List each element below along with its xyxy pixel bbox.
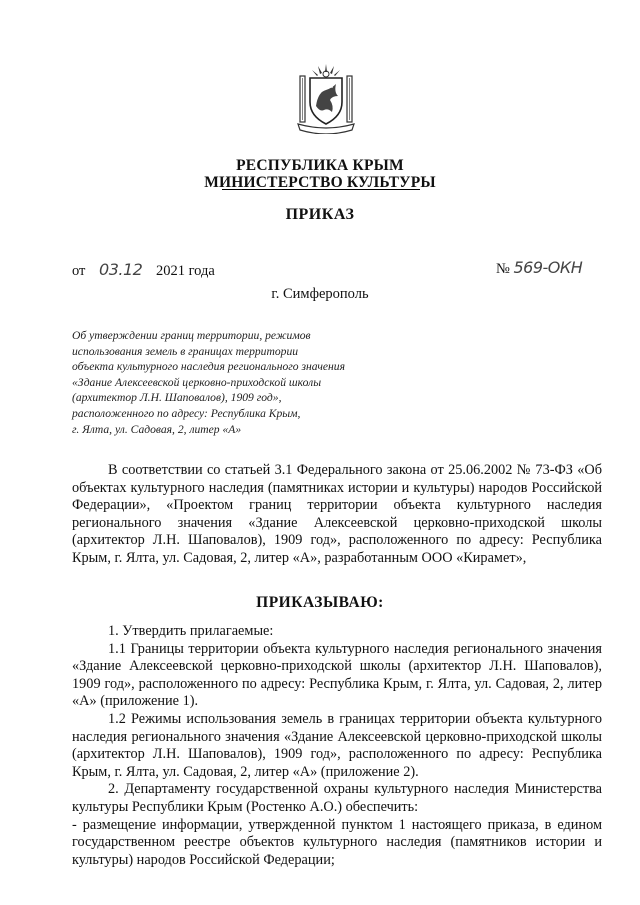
preamble-text: В соответствии со статьей 3.1 Федерального закона от 25.06.2002 № 73-ФЗ «Об объектах культурного наследия (памятниках истории и культуры) народов Российской Федерации», «Проектом границ территории объекта культурного наследия регионального значения «Здание Алексеевской церковно-приходской школы (архитектор Л.Н. Шаповалов), 1909 год», расположенного по адресу: Республика Крым, г. Ялта, ул. Садовая, 2, литер «А», разработанным ООО «Кирамет», [72,462,602,566]
subject-line: (архитектор Л.Н. Шаповалов), 1909 год», [72,391,282,405]
subject-line: использования земель в границах территории [72,344,299,358]
subject-block [72,328,402,437]
item-1-2: 1.2 Режимы использования земель в границах территории объекта культурного наследия регионального значения «Здание Алексеевской церковно-приходской школы (архитектор Л.Н. Шаповалов), 1909 год», расположенного по адресу: Республика Крым, г. Ялта, ул. Садовая, 2, литер «А» (приложение 2). [72,710,602,780]
city-line: г. Симферополь [271,286,369,302]
subject-line: «Здание Алексеевской церковно-приходской школы [72,375,322,389]
preamble-paragraph [72,462,602,568]
subject-line: г. Ялта, ул. Садовая, 2, литер «А» [72,422,242,436]
subject-line: расположенного по адресу: Республика Крым, [72,406,301,420]
document-number [496,258,582,278]
coat-of-arms-emblem [296,62,356,134]
header-divider [222,189,420,190]
subject-line: объекта культурного наследия регионального значения [72,360,345,374]
item-1-1: 1.1 Границы территории объекта культурного наследия регионального значения «Здание Алексеевской церковно-приходской школы (архитектор Л.Н. Шаповалов), 1909 год», расположенного по адресу: Республика Крым, г. Ялта, ул. Садовая, 2, литер «А» (приложение 1). [72,640,602,710]
item-1: 1. Утвердить прилагаемые: [108,623,274,639]
number-prefix: № [496,261,510,277]
item-2: 2. Департаменту государственной охраны культурного наследия Министерства культуры Республики Крым (Ростенко А.О.) обеспечить: [72,781,602,815]
republic-title: РЕСПУБЛИКА КРЫМ [236,157,404,174]
handwritten-number: 569-ОКН [513,258,583,277]
ministry-title: МИНИСТЕРСТВО КУЛЬТУРЫ [204,174,436,191]
date-line [72,260,215,280]
decree-heading: ПРИКАЗЫВАЮ: [256,594,384,611]
order-items [72,623,602,869]
handwritten-date: 03.12 [99,260,143,279]
date-year: 2021 года [155,263,215,279]
subject-line: Об утверждении границ территории, режимов [72,329,311,342]
item-2-bullet: - размещение информации, утвержденной пунктом 1 настоящего приказа, в едином государственном реестре объектов культурного наследия (памятников истории и культуры) народов Российской Федерации; [72,816,602,868]
date-prefix: от [72,263,86,279]
document-type-title: ПРИКАЗ [285,206,355,223]
